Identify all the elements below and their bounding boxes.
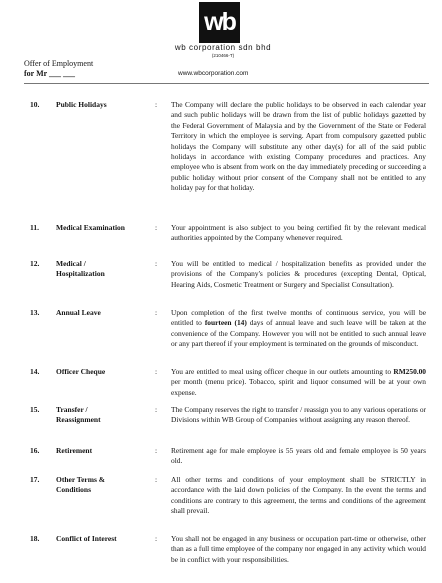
clause-text: You are entitled to meal using officer cheque in our outlets amounting to RM250.00 per month (menu price). Tobacco, spirit and liquor consumed will be at your own expense. bbox=[171, 367, 426, 397]
clause-colon: : bbox=[155, 367, 158, 376]
clause-number: 10. bbox=[30, 100, 40, 109]
clause-number: 15. bbox=[30, 405, 40, 414]
clause-number: 13. bbox=[30, 308, 40, 317]
addressee-line: for Mr ___ ___ bbox=[24, 69, 76, 78]
clause-number: 11. bbox=[30, 223, 39, 232]
company-name: wb corporation sdn bhd bbox=[174, 43, 272, 52]
clause-text: You will be entitled to medical / hospitalization benefits as provided under the provisions of the Company's policies & procedures (excepting Dental, Optical, Hearing Aids, Cosmetic Treatment or Surgery and Specialist Consultation). bbox=[171, 259, 426, 289]
cheque-amount-emphasis: RM250.00 bbox=[393, 367, 426, 376]
clause-colon: : bbox=[155, 308, 158, 317]
clause-title: Other Terms & Conditions bbox=[56, 475, 106, 495]
clause-colon: : bbox=[155, 475, 158, 484]
clause-colon: : bbox=[155, 223, 158, 232]
document-title: Offer of Employment bbox=[24, 59, 94, 68]
leave-days-emphasis: fourteen (14) bbox=[204, 318, 247, 328]
clause-title: Conflict of Interest bbox=[56, 534, 117, 543]
clause-title: Retirement bbox=[56, 446, 93, 455]
clause-title: Annual Leave bbox=[56, 308, 101, 317]
clause-number: 18. bbox=[30, 534, 40, 543]
header-divider bbox=[24, 83, 429, 84]
clause-colon: : bbox=[155, 534, 158, 543]
clause-text: Your appointment is also subject to you being certified fit by the relevant medical authorities appointed by the Company whenever required. bbox=[171, 223, 426, 243]
clause-colon: : bbox=[155, 405, 158, 414]
clause-colon: : bbox=[155, 259, 158, 268]
company-website: www.wbcorporation.com bbox=[178, 70, 249, 77]
clause-number: 16. bbox=[30, 446, 40, 455]
clause-text: Upon completion of the first twelve months of continuous service, you will be entitled to fourteen (14) days of annual leave and such leave will be taken at the convenience of the Company. However you will not be entitled to such annual leave or any part thereof if your employment is terminated on the grounds of misconduct. bbox=[171, 308, 427, 349]
clause-number: 14. bbox=[30, 367, 40, 376]
company-logo: wb bbox=[199, 2, 240, 43]
clause-text: The Company reserves the right to transfer / reassign you to any various operations or Divisions within WB Group of Companies without assigning any reason thereof. bbox=[171, 405, 426, 425]
clause-text: All other terms and conditions of your employment shall be STRICTLY in accordance with the laid down policies of the Company. In the event the terms and conditions are contrary to this agreement, the terms and conditions of the agreement shall prevail. bbox=[171, 475, 426, 516]
clause-title: Public Holidays bbox=[56, 100, 107, 109]
clause-text: You shall not be engaged in any business or occupation part-time or otherwise, other than as a full time employee of the company nor engaged in any activity which would be in conflict with your responsibilities. bbox=[171, 534, 426, 564]
clause-title: Medical Examination bbox=[56, 223, 125, 232]
clause-number: 17. bbox=[30, 475, 40, 484]
clause-text: Retirement age for male employee is 55 years old and female employee is 50 years old. bbox=[171, 446, 426, 466]
clause-text: The Company will declare the public holidays to be observed in each calendar year and such public holidays will be drawn from the list of public holidays gazetted by the Federal Government of Malaysia and by the Government of the State or Federal Territory in which the employee is serving. Apart from compulsory gazetted public holidays the Company will substitute any other day(s) for all of the said public holidays in accordance with existing Company procedures and practices. Any employee who is absent from work on the day immediately preceding or succeeding a public holiday without prior consent of the Company shall not be entitled to any holiday pay for that holiday. bbox=[171, 100, 426, 193]
clause-title: Officer Cheque bbox=[56, 367, 106, 376]
clause-title: Medical / Hospitalization bbox=[56, 259, 105, 279]
company-registration-number: (210466-T) bbox=[211, 53, 235, 58]
clause-colon: : bbox=[155, 446, 158, 455]
clause-title: Transfer / Reassignment bbox=[56, 405, 101, 425]
clause-number: 12. bbox=[30, 259, 40, 268]
clause-colon: : bbox=[155, 100, 158, 109]
